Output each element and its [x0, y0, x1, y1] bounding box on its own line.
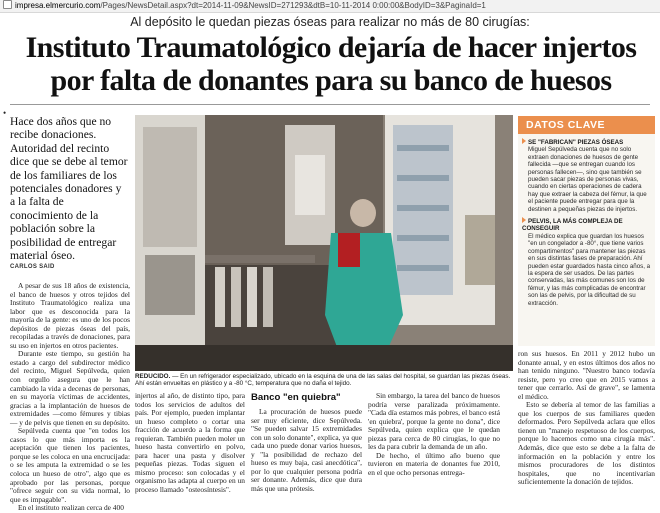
key-fact-heading: PELVIS, LA MÁS COMPLEJA DE CONSEGUIR — [522, 218, 623, 233]
paragraph: Durante este tiempo, su gestión ha estado a cargo del subdirector médico del recinto, Miguel Sepúlveda, quien con orgullo asegura que le han cambiado la vida a decenas de personas, en su mayoría víctimas de accidentes, gracias a la implantación de huesos de extremidades —como fémures y tibias— y de pelvis que tienen en su depósito. — [10, 349, 130, 427]
key-fact-item — [518, 213, 655, 307]
caption-label: REDUCIDO. — [135, 373, 171, 380]
paragraph: ron sus huesos. En 2011 y 2012 hubo un donante anual, y en estos últimos dos años no han tenido ninguno. "Nuestro banco todavía resiste, pero yo creo que en 2015 vamos a tener que cerrarlo. Así de grave", se lamenta el médico. — [518, 349, 655, 401]
paragraph: A pesar de sus 18 años de existencia, el banco de huesos y otros tejidos del Instituto Traumatológico realiza una labor que es desconocida para la mayoría de la gente: es uno de los pocos depósitos de piezas óseas del país, recopiladas a través de donaciones, para su uso en injertos en otros pacientes. — [10, 281, 130, 350]
article-column-5 — [518, 350, 655, 487]
key-fact-body: El médico explica que guardan los huesos "en un congelador a -80°, que tiene varios compartimentos" para mantener las piezas en sus distintas fases de preparación. Ahí pueden estar guardados hasta cinco años, a la espera de ser usados. De las partes conservadas, las más comunes son los de fémur, y las más complicadas de encontrar son las de pelvis, por la dificultad de su extracción. — [528, 232, 651, 307]
section-subhead: Banco "en quiebra" — [251, 392, 341, 403]
triangle-bullet-icon — [522, 217, 526, 223]
paragraph: La procuración de huesos puede ser muy eficiente, dice Sepúlveda. "Se pueden salvar 15 extremidades con un solo donante", explica, ya que cada uno puede donar varios huesos, y "la posibilidad de rechazo del hueso es muy baja, casi anecdótica", por lo que cualquier persona podría ser donante. Además, dice que dura más que una prótesis. — [251, 407, 362, 493]
article-deck: Hace dos años que no recibe donaciones. Autoridad del recinto dice que se debe al temor de los familiares de los potenciales donadores y a la falta de conocimiento de la población sobre la posibilidad de entregar material óseo. — [10, 115, 128, 263]
caption-text: — En un refrigerador especializado, ubicado en la esquina de una de las salas del hospital, se guardan las piezas óseas. Ahí están envueltas en plástico y a -80 °C, temperatura que no daña el tejido. — [135, 373, 511, 388]
article-photo — [135, 115, 513, 371]
article-byline: CARLOS SAID — [10, 264, 55, 270]
key-facts-box — [518, 116, 655, 346]
page-icon — [3, 0, 12, 9]
article-column-4 — [368, 392, 500, 477]
paragraph: De hecho, el último año bueno que tuvieron en materia de donantes fue 2010, en el que ocho personas entrega- — [368, 450, 500, 477]
url-text[interactable]: impresa.elmercurio.com/Pages/NewsDetail.aspx?dt=2014-11-09&NewsID=271293&dtB=10-11-2014 0:00:00&BodyID=3&PaginaId=1 — [15, 1, 486, 10]
key-fact-heading: SE "FABRICAN" PIEZAS ÓSEAS — [522, 138, 651, 146]
article-kicker: Al depósito le quedan piezas óseas para realizar no más de 80 cirugías: — [130, 15, 530, 29]
article-column-2 — [135, 392, 245, 495]
article-headline: Instituto Traumatológico dejaría de hacer injertos por falta de donantes para su banco de huesos — [25, 31, 637, 97]
article-column-3 — [251, 392, 362, 493]
key-fact-item — [518, 134, 655, 213]
headline-divider — [10, 104, 650, 105]
paragraph: En el instituto realizan cerca de 400 — [18, 503, 124, 513]
key-fact-body: Miguel Sepúlveda cuenta que no solo extraen donaciones de huesos de gente fallecida —que se entregan cuando los personas fallecen—, sino que también se pueden sacar piezas de personas vivas, cuando en ciertas operaciones de cadera hay que extraer la cabeza del fémur, la que el paciente puede entregar para que la destinen a pequeñas piezas de injertos. — [528, 146, 647, 213]
key-facts-title: DATOS CLAVE — [518, 116, 655, 134]
paragraph: Sin embargo, la tarea del banco de huesos podría verse paralizada próximamente. "Cada día estamos más pobres, el banco está 'en quiebra', porque la gente no dona", dice Sepúlveda, quien explica que le quedan piezas para cerca de 80 cirugías, lo que no les da para cubrir la demanda de un año. — [368, 391, 500, 452]
photo-caption — [135, 373, 513, 388]
deck-marker-icon: • — [3, 108, 7, 118]
hospital-bone-bank-photo — [135, 115, 513, 371]
paragraph: injertos al año, de distinto tipo, para todos los servicios de adultos del país. Por ejemplo, pueden implantar un hueso completo o cortar una fracción de acuerdo a la forma que requieran. También pueden moler un hueso hasta convertirlo en polvo, para hacer una pasta y disolver pequeñas piezas. Todas siguen el mismo proceso: son colocadas y el organismo las adapta al cuerpo en un proceso llamado "osteosíntesis". — [135, 391, 245, 495]
browser-url-bar[interactable] — [0, 0, 660, 13]
paragraph: Sepúlveda cuenta que "en todos los casos lo que más importa es la aceptación que tienen los pacientes, porque se les coloca en una encrucijada: o se les amputa la extremidad o se les coloca un hueso de otro", algo que es aprobado por las personas, porque "ofrece seguir con su vida normal, lo que es impagable". — [10, 426, 130, 504]
triangle-bullet-icon — [522, 138, 526, 144]
article-column-1 — [10, 282, 130, 513]
paragraph: Esto se debería al temor de las familias a que los cuerpos de sus familiares queden deformados. Pero Sepúlveda aclara que ellos tienen un "manejo respetuoso de los cuerpos, porque lo hacemos como una cirugía más". Además, dice que esto se debe a la falta de información en la población y entre los mismos procuradores de los distintos hospitales, que no incentivarían suficientemente la donación de tejidos. — [518, 400, 655, 487]
